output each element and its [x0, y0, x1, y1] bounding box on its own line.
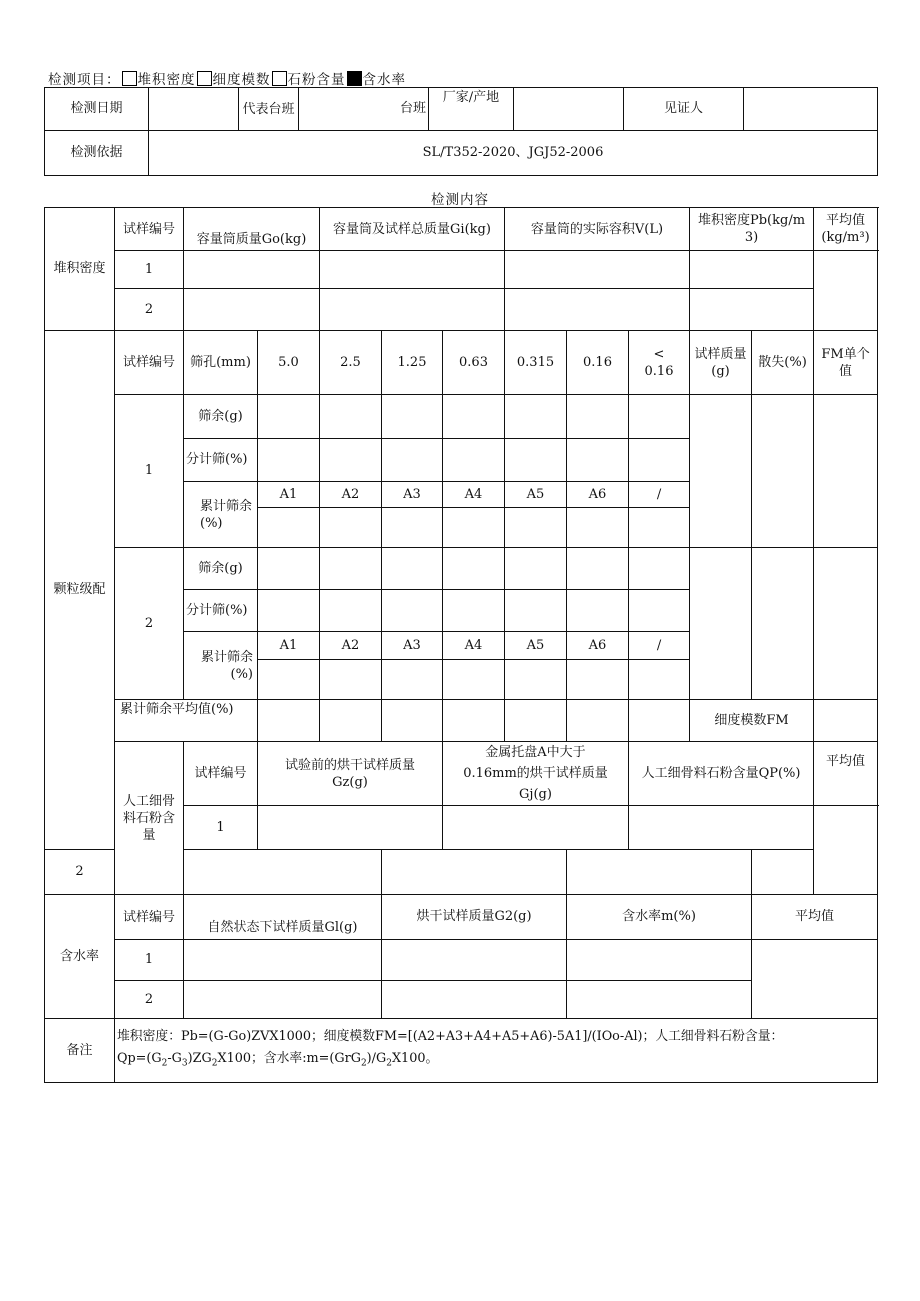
grading-cell[interactable]	[505, 395, 567, 439]
stone-gz-line2: Gz(g)	[332, 774, 368, 790]
moisture-cell[interactable]	[184, 981, 382, 1019]
moisture-h-g1: 自然状态下试样质量Gl(g)	[184, 895, 382, 940]
density-section-label: 堆积密度	[45, 208, 115, 331]
density-avg-cell[interactable]	[814, 251, 878, 331]
density-cell[interactable]	[320, 289, 505, 331]
fm-value[interactable]	[814, 700, 878, 742]
density-cell[interactable]	[690, 251, 814, 289]
grading-h-fm: FM单个值	[814, 331, 878, 395]
grading-cell[interactable]	[382, 439, 443, 482]
stone-cell[interactable]	[184, 850, 382, 895]
checkbox-stone-powder[interactable]	[272, 71, 287, 86]
maker-value[interactable]	[514, 88, 624, 131]
stone-gz-line1: 试验前的烘干试样质量	[284, 757, 415, 773]
grading-cell[interactable]	[505, 508, 567, 548]
density-h-no: 试样编号	[115, 208, 184, 251]
sample-mass-cell[interactable]	[690, 395, 752, 548]
loss-cell[interactable]	[752, 548, 814, 700]
lt-symbol: <	[653, 346, 665, 362]
row-cum-label: 累计筛余(%)	[184, 632, 258, 700]
density-cell[interactable]	[184, 289, 320, 331]
moisture-h-m: 含水率m(%)	[567, 895, 752, 940]
grading-cell[interactable]	[258, 439, 320, 482]
grading-cell[interactable]	[505, 548, 567, 590]
density-row-no: 2	[115, 289, 184, 331]
stone-gj-line3: Gj(g)	[519, 787, 552, 802]
grading-cell[interactable]	[382, 660, 443, 700]
grading-cell[interactable]	[443, 590, 505, 632]
remarks-content	[115, 1019, 878, 1083]
stone-section-label: 人工细骨料石粉含量	[115, 742, 184, 895]
stone-row-no: 2	[45, 850, 115, 895]
stone-h-qp: 人工细骨料石粉含量QP(%)	[629, 742, 814, 806]
basis-label: 检测依据	[45, 131, 149, 176]
row-partial-label: 分计筛(%)	[184, 590, 258, 632]
density-h-v: 容量筒的实际容积V(L)	[505, 208, 690, 251]
grading-cell[interactable]	[629, 590, 690, 632]
row-partial-label: 分计筛(%)	[184, 439, 258, 482]
sample-mass-cell[interactable]	[690, 548, 752, 700]
grading-h-loss: 散失(%)	[752, 331, 814, 395]
cum-avg-label: 累计筛余平均值(%)	[115, 700, 258, 742]
grading-cell[interactable]	[505, 660, 567, 700]
basis-value: SL/T352-2020、JGJ52-2006	[149, 131, 878, 176]
grading-h-sieve: 筛孔(mm)	[184, 331, 258, 395]
sieve-size: 0.315	[505, 331, 567, 395]
grading-cell[interactable]	[382, 548, 443, 590]
row-residue-label: 筛余(g)	[184, 395, 258, 439]
grading-cell[interactable]	[320, 395, 382, 439]
moisture-cell[interactable]	[184, 940, 382, 981]
grading-cell[interactable]	[629, 660, 690, 700]
stone-h-avg: 平均值	[814, 742, 878, 806]
avg-cell[interactable]	[258, 700, 320, 742]
shift-unit: 台班	[299, 88, 429, 131]
rep-shift-label: 代表台班	[239, 88, 299, 131]
fm-label: 细度模数FM	[690, 700, 814, 742]
stone-row-no: 1	[184, 806, 258, 850]
witness-value[interactable]	[744, 88, 878, 131]
grading-cell[interactable]	[629, 548, 690, 590]
density-h-pb: 堆积密度Pb(kg/m3)	[690, 208, 814, 251]
remarks-line1: 堆积密度：Pb=(G-Go)ZVX1000；细度模数FM=[(A2+A3+A4+A5+A6)-5A1]/(IOo-Al)；人工细骨料石粉含量：	[117, 1029, 784, 1045]
grading-cell[interactable]	[320, 548, 382, 590]
grading-cell[interactable]	[505, 439, 567, 482]
moisture-section-label: 含水率	[45, 895, 115, 1019]
grading-cell[interactable]	[443, 439, 505, 482]
avg-cell[interactable]	[320, 700, 382, 742]
moisture-cell[interactable]	[567, 940, 752, 981]
item-fineness: 细度模数	[212, 72, 271, 88]
test-items-prefix: 检测项目：	[48, 72, 121, 88]
content-title: 检测内容	[431, 192, 489, 208]
sieve-size: 0.16	[567, 331, 629, 395]
a-label: A1	[258, 632, 320, 660]
grading-sample-no: 2	[115, 548, 184, 700]
grading-cell[interactable]	[505, 590, 567, 632]
sieve-size: 0.63	[443, 331, 505, 395]
density-h-gi: 容量筒及试样总质量Gi(kg)	[320, 208, 505, 251]
a-label: A4	[443, 632, 505, 660]
stone-cell[interactable]	[629, 806, 814, 850]
density-avg-unit: (kg/m³)	[821, 230, 870, 245]
grading-cell[interactable]	[443, 508, 505, 548]
stone-cell[interactable]	[443, 806, 629, 850]
sieve-size: 1.25	[382, 331, 443, 395]
density-h-go: 容量筒质量Go(kg)	[184, 208, 320, 251]
density-cell[interactable]	[184, 251, 320, 289]
a-label: A3	[382, 482, 443, 508]
moisture-cell[interactable]	[382, 981, 567, 1019]
grading-cell[interactable]	[443, 660, 505, 700]
stone-cell[interactable]	[567, 850, 752, 895]
a-label: A3	[382, 632, 443, 660]
stone-cell[interactable]	[382, 850, 567, 895]
stone-gj-line2: 0.16mm的烘干试样质量	[463, 766, 608, 781]
grading-cell[interactable]	[629, 439, 690, 482]
moisture-h-g2: 烘干试样质量G2(g)	[382, 895, 567, 940]
a-label: A6	[567, 632, 629, 660]
loss-cell[interactable]	[752, 395, 814, 548]
grading-cell[interactable]	[382, 508, 443, 548]
remarks-label: 备注	[45, 1019, 115, 1083]
grading-cell[interactable]	[629, 508, 690, 548]
avg-cell[interactable]	[629, 700, 690, 742]
grading-cell[interactable]	[629, 395, 690, 439]
slash-cell: /	[629, 482, 690, 508]
item-stone-powder: 石粉含量	[287, 72, 346, 88]
grading-cell[interactable]	[258, 590, 320, 632]
slash-cell: /	[629, 632, 690, 660]
grading-cell[interactable]	[567, 508, 629, 548]
grading-cell[interactable]	[443, 395, 505, 439]
grading-cell[interactable]	[258, 395, 320, 439]
moisture-cell[interactable]	[567, 981, 752, 1019]
stone-h-no: 试样编号	[184, 742, 258, 806]
checkbox-bulk-density[interactable]	[122, 71, 137, 86]
grading-cell[interactable]	[567, 395, 629, 439]
grading-h-mass: 试样质量(g)	[690, 331, 752, 395]
stone-avg-cell[interactable]	[814, 806, 878, 895]
checkbox-moisture[interactable]	[347, 71, 362, 86]
moisture-row-no: 2	[115, 981, 184, 1019]
test-items-line	[48, 68, 406, 88]
grading-cell[interactable]	[320, 660, 382, 700]
a-label: A2	[320, 482, 382, 508]
density-avg-title: 平均值	[826, 213, 866, 228]
moisture-h-avg: 平均值	[752, 895, 878, 940]
grading-cell[interactable]	[443, 548, 505, 590]
a-label: A6	[567, 482, 629, 508]
grading-cell[interactable]	[320, 439, 382, 482]
witness-label: 见证人	[624, 88, 744, 131]
sieve-size: 2.5	[320, 331, 382, 395]
stone-h-gz	[258, 742, 443, 806]
row-residue-label: 筛余(g)	[184, 548, 258, 590]
grading-cell[interactable]	[258, 548, 320, 590]
density-h-avg	[814, 208, 878, 251]
density-cell[interactable]	[505, 251, 690, 289]
fm-single-cell[interactable]	[814, 548, 878, 700]
lt-value: 0.16	[644, 363, 674, 379]
a-label: A1	[258, 482, 320, 508]
grading-cell[interactable]	[320, 508, 382, 548]
density-row-no: 1	[115, 251, 184, 289]
density-cell[interactable]	[320, 251, 505, 289]
maker-label: 厂家/产地	[429, 88, 514, 131]
grading-cell[interactable]	[382, 590, 443, 632]
grading-cell[interactable]	[567, 590, 629, 632]
grading-cell[interactable]	[567, 660, 629, 700]
avg-cell[interactable]	[443, 700, 505, 742]
moisture-cell[interactable]	[382, 940, 567, 981]
checkbox-fineness[interactable]	[197, 71, 212, 86]
info-table	[44, 87, 878, 176]
item-bulk-density: 堆积密度	[137, 72, 196, 88]
test-date-label: 检测日期	[45, 88, 149, 131]
a-label: A4	[443, 482, 505, 508]
moisture-avg-cell[interactable]	[752, 940, 878, 1019]
density-cell[interactable]	[690, 289, 814, 331]
grading-section-label: 颗粒级配	[45, 331, 115, 850]
moisture-h-no: 试样编号	[115, 895, 184, 940]
grading-cell[interactable]	[567, 548, 629, 590]
avg-cell[interactable]	[382, 700, 443, 742]
grading-cell[interactable]	[320, 590, 382, 632]
sieve-size: 5.0	[258, 331, 320, 395]
stone-h-gj	[443, 742, 629, 806]
density-cell[interactable]	[505, 289, 690, 331]
moisture-row-no: 1	[115, 940, 184, 981]
a-label: A5	[505, 632, 567, 660]
grading-cell[interactable]	[258, 508, 320, 548]
grading-cell[interactable]	[258, 660, 320, 700]
content-table	[44, 207, 878, 1083]
grading-h-no: 试样编号	[115, 331, 184, 395]
item-moisture: 含水率	[362, 72, 406, 88]
test-date-value[interactable]	[149, 88, 239, 131]
grading-cell[interactable]	[567, 439, 629, 482]
stone-gj-line1: 金属托盘A中大于	[485, 745, 586, 760]
avg-cell[interactable]	[567, 700, 629, 742]
remarks-line2: $Qp=(G_2-G_3)ZG_2X100$；含水率$:m=(GrG_2)/G_2X100$。	[117, 1051, 439, 1069]
row-cum-label: 累计筛余(%)	[184, 482, 258, 548]
grading-sample-no: 1	[115, 395, 184, 548]
avg-cell[interactable]	[505, 700, 567, 742]
a-label: A2	[320, 632, 382, 660]
fm-single-cell[interactable]	[814, 395, 878, 548]
sieve-size-lt	[629, 331, 690, 395]
grading-cell[interactable]	[382, 395, 443, 439]
a-label: A5	[505, 482, 567, 508]
stone-cell[interactable]	[258, 806, 443, 850]
